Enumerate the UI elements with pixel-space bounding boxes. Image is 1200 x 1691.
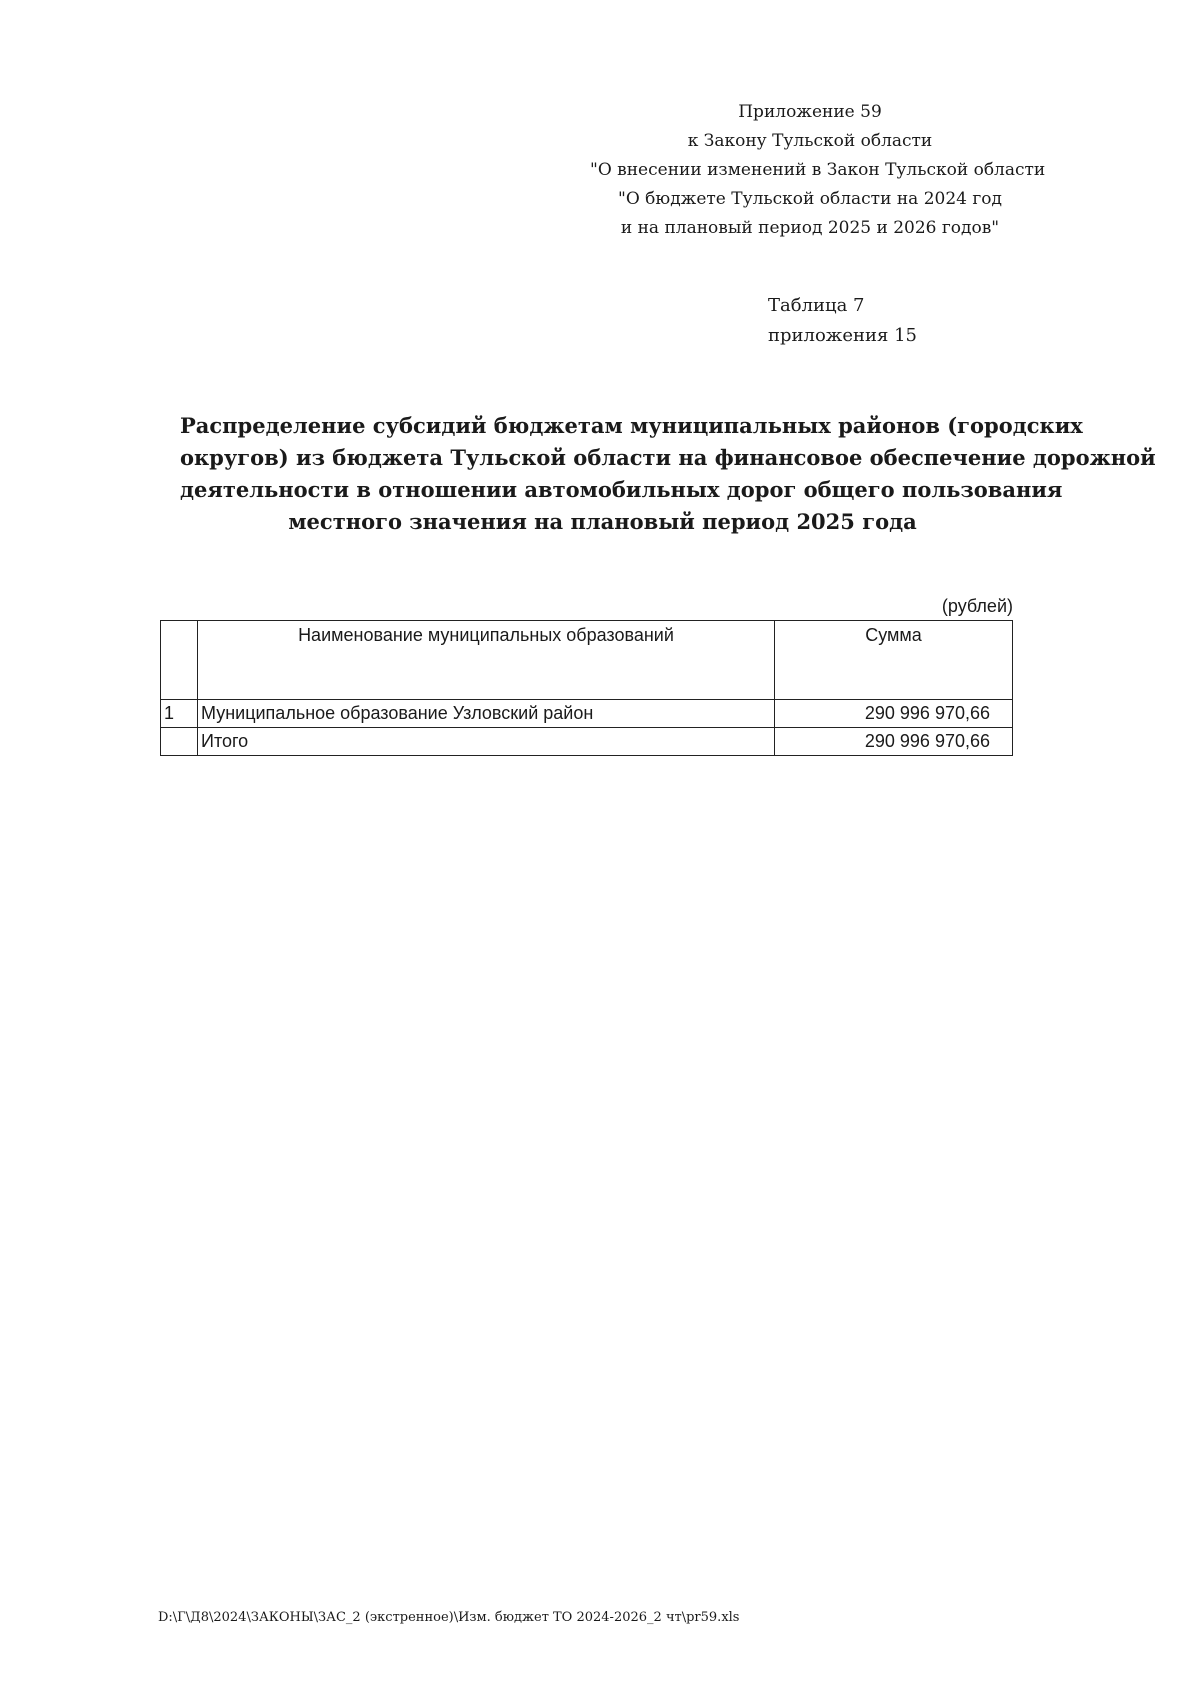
title-line-3: деятельности в отношении автомобильных дорог общего пользования xyxy=(180,477,1063,502)
header-sum: Сумма xyxy=(775,621,1013,700)
total-sum: 290 996 970,66 xyxy=(775,728,1013,756)
document-title xyxy=(180,410,1156,538)
table-number: Таблица 7 xyxy=(768,295,865,316)
title-line-2: округов) из бюджета Тульской области на финансовое обеспечение дорожной xyxy=(180,445,1156,470)
title-line-1: Распределение субсидий бюджетам муниципальных районов (городских xyxy=(180,413,1083,438)
row-number: 1 xyxy=(161,700,198,728)
table-header-row xyxy=(161,621,1013,700)
law-title-line-3: и на плановый период 2025 и 2026 годов" xyxy=(620,218,1000,238)
law-title-line-2: "О бюджете Тульской области на 2024 год xyxy=(618,189,1002,209)
table-total-row xyxy=(161,728,1013,756)
law-reference: к Закону Тульской области xyxy=(687,131,933,151)
row-name: Муниципальное образование Узловский район xyxy=(198,700,775,728)
appendix-number: Приложение 59 xyxy=(738,102,882,122)
row-sum: 290 996 970,66 xyxy=(775,700,1013,728)
header-name: Наименование муниципальных образований xyxy=(198,621,775,700)
header-number xyxy=(161,621,198,700)
subsidy-table xyxy=(160,620,1013,756)
law-title-line-1: "О внесении изменений в Закон Тульской области xyxy=(590,160,1046,180)
total-label: Итого xyxy=(198,728,775,756)
file-path-footer: D:\Г\Д8\2024\ЗАКОНЫ\ЗАС_2 (экстренное)\Изм. бюджет ТО 2024-2026_2 чт\pr59.xls xyxy=(158,1610,740,1625)
title-line-4: местного значения на плановый период 2025 года xyxy=(288,509,917,534)
appendix-reference: приложения 15 xyxy=(768,325,917,346)
table-reference xyxy=(768,291,917,351)
appendix-header xyxy=(590,98,1046,243)
units-label: (рублей) xyxy=(941,596,1013,616)
table-row xyxy=(161,700,1013,728)
total-number xyxy=(161,728,198,756)
